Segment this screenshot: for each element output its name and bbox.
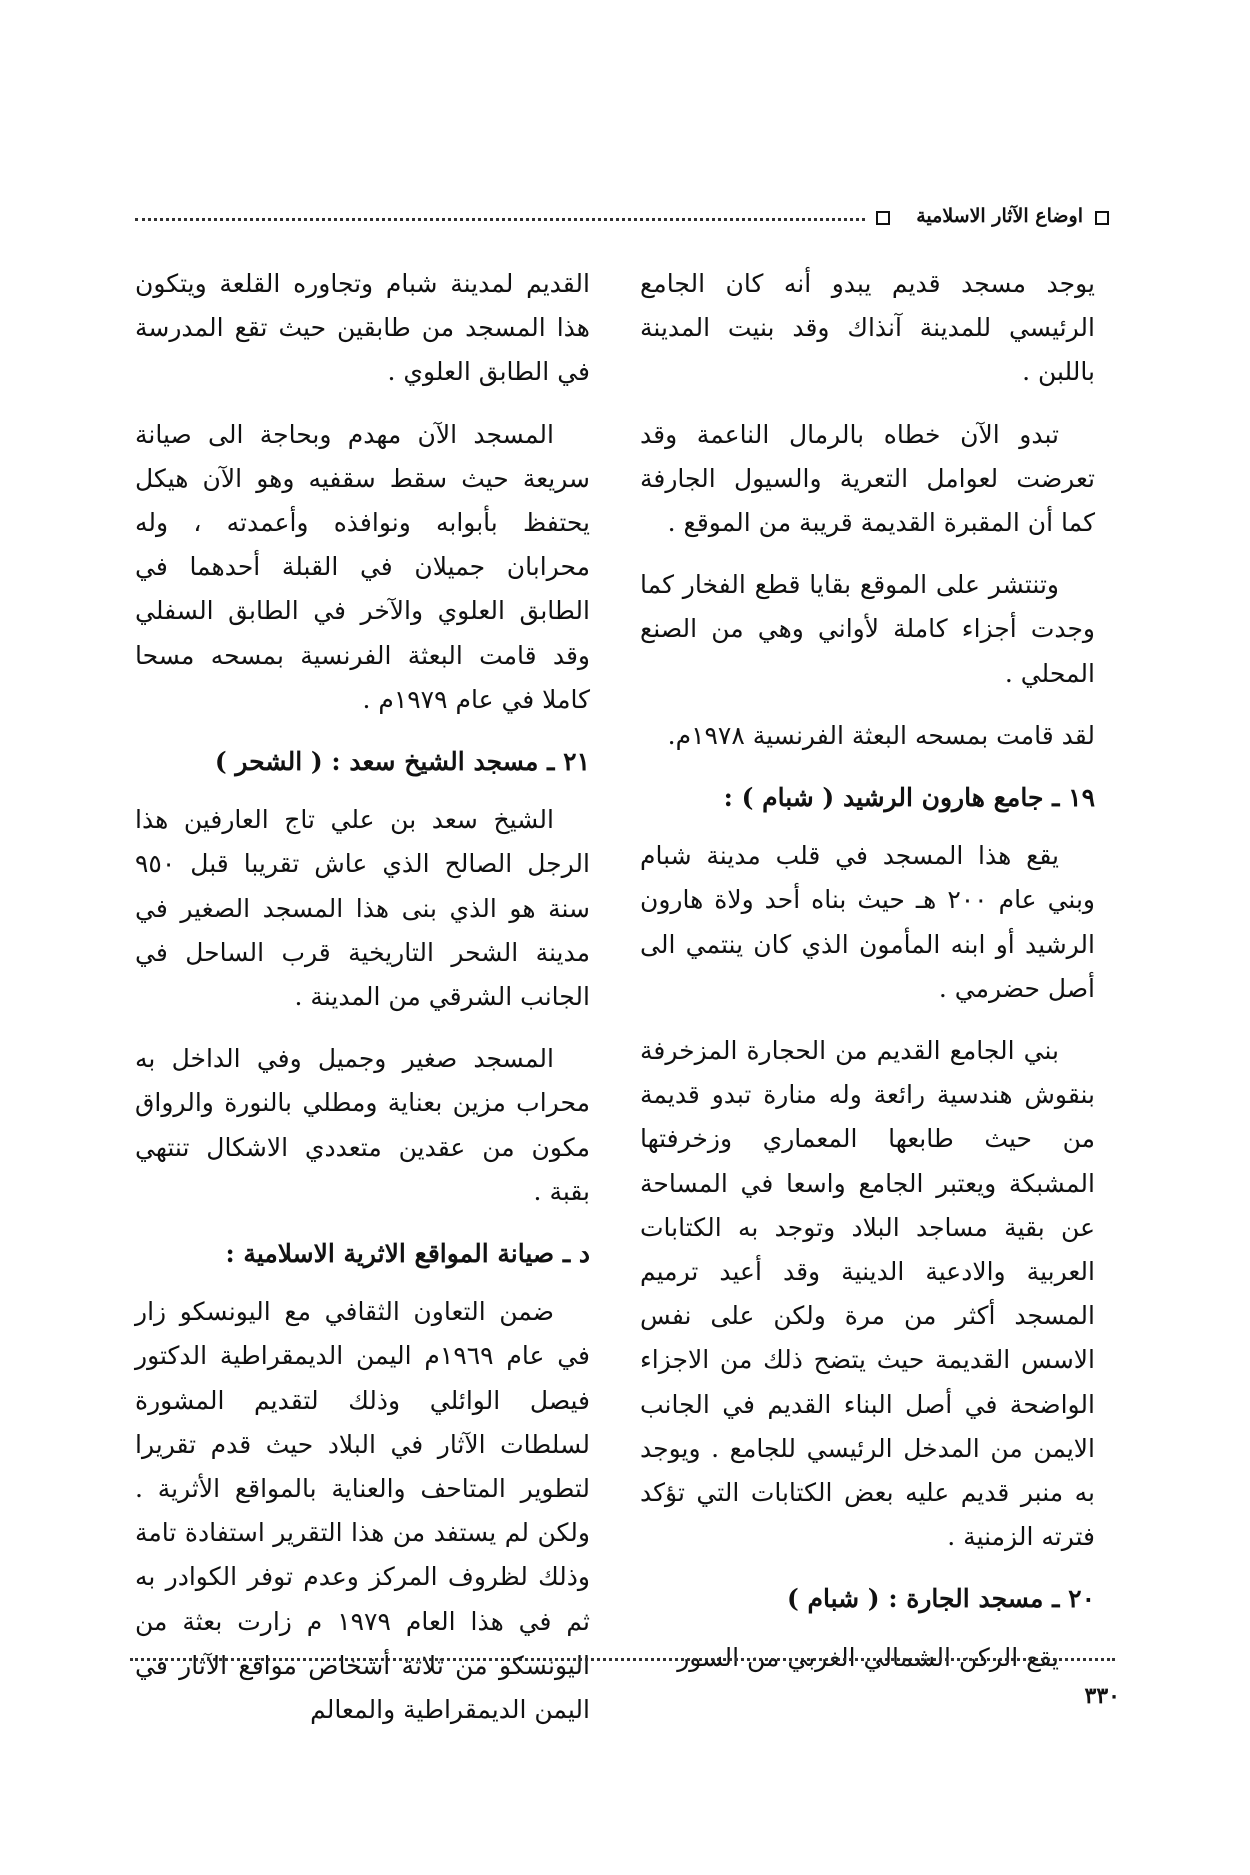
- header-title: اوضاع الآثار الاسلامية: [916, 205, 1083, 227]
- paragraph: بني الجامع القديم من الحجارة المزخرفة بنقوش هندسية رائعة وله منارة تبدو قديمة من حيث طابعها المعماري وزخرفتها المشبكة ويعتبر الجامع واسعا في المساحة عن بقية مساجد البلاد وتوجد به الكتابات العربية والادعية الدينية وقد أعيد ترميم المسجد أكثر من مرة ولكن على نفس الاسس القديمة حيث يتضح ذلك من الاجزاء الواضحة في أصل البناء القديم في الجانب الايمن من المدخل الرئيسي للجامع . ويوجد به منبر قديم عليه بعض الكتابات التي تؤكد فترته الزمنية .: [640, 1036, 1095, 1552]
- square-bullet-icon: [1095, 211, 1109, 225]
- paragraph: القديم لمدينة شبام وتجاوره القلعة ويتكون هذا المسجد من طابقين حيث تقع المدرسة في الطابق العلوي .: [135, 269, 590, 387]
- section-heading: ١٩ ـ جامع هارون الرشيد ( شبام ) :: [723, 783, 1095, 813]
- right-column: [640, 262, 1095, 1698]
- left-column: [135, 262, 590, 1750]
- paragraph: لقد قامت بمسحه البعثة الفرنسية ١٩٧٨م.: [667, 720, 1095, 750]
- page-number: ٣٣٠: [1084, 1683, 1120, 1709]
- paragraph: المسجد الآن مهدم وبحاجة الى صيانة سريعة حيث سقط سقفيه وهو الآن هيكل يحتفظ بأبوابه ونوافذه وأعمدته ، وله محرابان جميلان في القبلة أحدهما في الطابق العلوي والآخر في الطابق السفلي وقد قامت البعثة الفرنسية بمسحه مسحا كاملا في عام ١٩٧٩م .: [135, 419, 590, 714]
- square-bullet-icon: [876, 211, 890, 225]
- paragraph: تبدو الآن خطاه بالرمال الناعمة وقد تعرضت لعوامل التعرية والسيول الجارفة كما أن المقبرة القديمة قريبة من الموقع .: [640, 419, 1095, 538]
- paragraph: يقع هذا المسجد في قلب مدينة شبام وبني عام ٢٠٠ هـ حيث بناه أحد ولاة هارون الرشيد أو ابنه المأمون الذي كان ينتمي الى أصل حضرمي .: [640, 841, 1095, 1003]
- paragraph: وتنتشر على الموقع بقايا قطع الفخار كما وجدت أجزاء كاملة لأواني وهي من الصنع المحلي .: [640, 570, 1095, 688]
- section-heading: ٢١ ـ مسجد الشيخ سعد : ( الشحر ): [214, 747, 590, 777]
- paragraph: الشيخ سعد بن علي تاج العارفين هذا الرجل الصالح الذي عاش تقريبا قبل ٩٥٠ سنة هو الذي بنى هذا المسجد الصغير في مدينة الشحر التاريخية قرب الساحل في الجانب الشرقي من المدينة .: [135, 805, 590, 1012]
- header-dotted-rule: [135, 218, 865, 221]
- section-heading: ٢٠ ـ مسجد الجارة : ( شبام ): [786, 1584, 1095, 1614]
- paragraph: المسجد صغير وجميل وفي الداخل به محراب مزين بعناية ومطلي بالنورة والرواق مكون من عقدين متعددي الاشكال تنتهي بقبة .: [135, 1044, 590, 1206]
- running-header: [135, 205, 1115, 235]
- paragraph: ضمن التعاون الثقافي مع اليونسكو زار في عام ١٩٦٩م اليمن الديمقراطية الدكتور فيصل الوائلي وذلك لتقديم المشورة لسلطات الآثار في البلاد حيث قدم تقريرا لتطوير المتاحف والعناية بالمواقع الأثرية . ولكن لم يستفد من هذا التقرير استفادة تامة وذلك لظروف المركز وعدم توفر الكوادر به ثم في هذا العام ١٩٧٩ م زارت بعثة من اليونسكو من ثلاثة أشخاص مواقع الآثار في اليمن الديمقراطية والمعالم: [135, 1297, 590, 1725]
- footer-dotted-rule: [130, 1658, 1115, 1661]
- paragraph: يوجد مسجد قديم يبدو أنه كان الجامع الرئيسي للمدينة آنذاك وقد بنيت المدينة باللبن .: [640, 269, 1095, 387]
- section-heading: د ـ صيانة المواقع الاثرية الاسلامية :: [225, 1239, 590, 1269]
- paragraph: يقع الركن الشمالي الغربي من السور: [677, 1642, 1059, 1672]
